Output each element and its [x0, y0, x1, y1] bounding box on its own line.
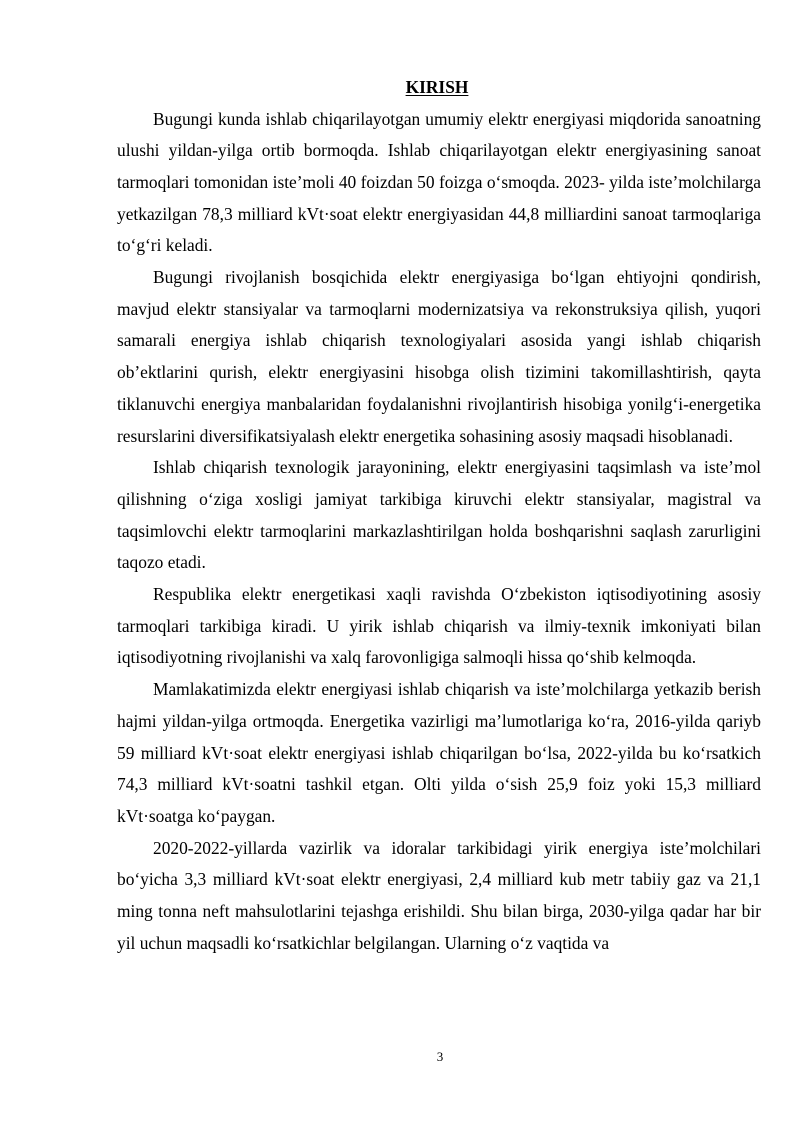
paragraph-5: Mamlakatimizda elektr energiyasi ishlab chiqarish va iste’molchilarga yetkazib berish hajmi yildan-yilga ortmoqda. Energetika vazirligi ma’lumotlariga ko‘ra, 2016-yilda qariyb 59 milliard kVt·soat elektr energiyasi ishlab chiqarilgan bo‘lsa, 2022-yilda bu ko‘rsatkich 74,3 milliard kVt·soatni tashkil etgan. Olti yilda o‘sish 25,9 foiz yoki 15,3 milliard kVt·soatga ko‘paygan. — [117, 679, 761, 826]
page-number: 3 — [436, 1049, 444, 1064]
paragraph-2: Bugungi rivojlanish bosqichida elektr energiyasiga bo‘lgan ehtiyojni qondirish, mavjud elektr stansiyalar va tarmoqlarni modernizatsiya va rekonstruksiya qilish, yuqori samarali energiya ishlab chiqarish texnologiyalari asosida yangi ishlab chiqarish ob’ektlarini qurish, elektr energiyasini hisobga olish tizimini takomillashtirish, qayta tiklanuvchi energiya manbalaridan foydalanishni rivojlantirish hisobiga yonilg‘i-energetika resurslarini diversifikatsiyalash elektr energetika sohasining asosiy maqsadi hisoblanadi. — [117, 267, 761, 446]
body-text — [117, 104, 761, 960]
paragraph-4: Respublika elektr energetikasi xaqli ravishda O‘zbekiston iqtisodiyotining asosiy tarmoqlari tarkibiga kiradi. U yirik ishlab chiqarish va ilmiy-texnik imkoniyati bilan iqtisodiyotning rivojlanishi va xalq farovonligiga salmoqli hissa qo‘shib kelmoqda. — [117, 584, 761, 668]
section-title: KIRISH — [405, 77, 469, 97]
paragraph-3: Ishlab chiqarish texnologik jarayonining, elektr energiyasini taqsimlash va iste’mol qilishning o‘ziga xosligi jamiyat tarkibiga kiruvchi elektr stansiyalar, magistral va taqsimlovchi elektr tarmoqlarini markazlashtirilgan holda boshqarishni saqlash zarurligini taqozo etadi. — [117, 457, 761, 573]
paragraph-6: 2020-2022-yillarda vazirlik va idoralar tarkibidagi yirik energiya iste’molchilari bo‘yicha 3,3 milliard kVt·soat elektr energiyasi, 2,4 milliard kub metr tabiiy gaz va 21,1 ming tonna neft mahsulotlarini tejashga erishildi. Shu bilan birga, 2030-yilga qadar har bir yil uchun maqsadli ko‘rsatkichlar belgilangan. Ularning o‘z vaqtida va — [117, 837, 761, 953]
paragraph-1: Bugungi kunda ishlab chiqarilayotgan umumiy elektr energiyasi miqdorida sanoatning ulushi yildan-yilga ortib bormoqda. Ishlab chiqarilayotgan elektr energiyasining sanoat tarmoqlari tomonidan iste’moli 40 foizdan 50 foizga o‘smoqda. 2023- yilda iste’molchilarga yetkazilgan 78,3 milliard kVt·soat elektr energiyasidan 44,8 milliardini sanoat tarmoqlariga to‘g‘ri keladi. — [117, 108, 761, 256]
